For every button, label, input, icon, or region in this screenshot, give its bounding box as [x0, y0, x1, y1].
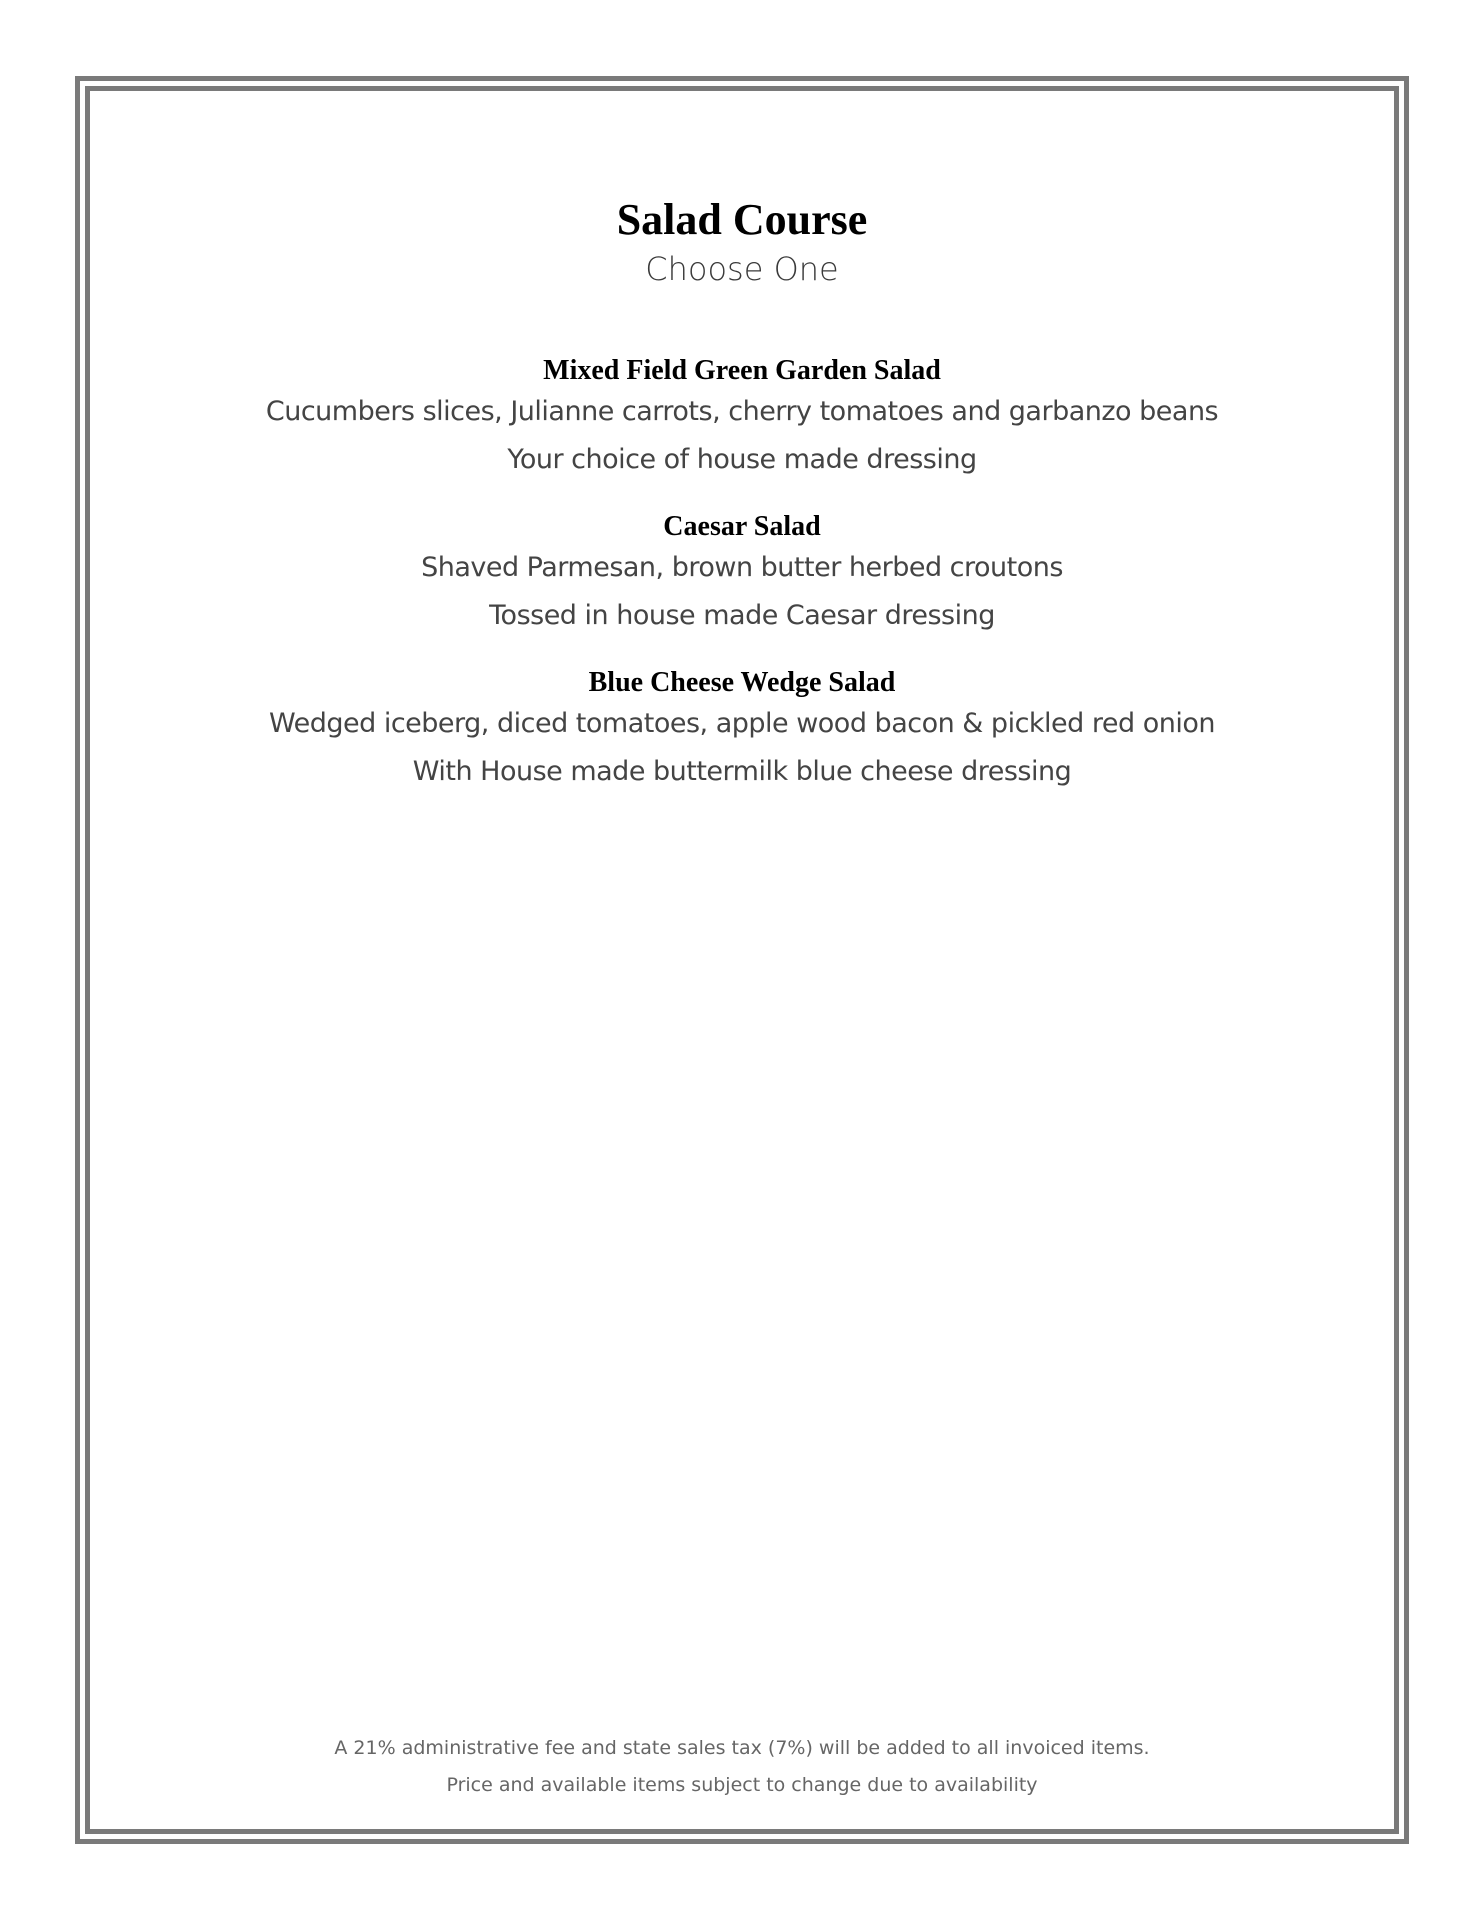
menu-item-description: With House made buttermilk blue cheese dressing [412, 756, 1072, 787]
menu-page [90, 90, 1394, 1830]
menu-item-description: Your choice of house made dressing [507, 444, 977, 475]
menu-item-description: Shaved Parmesan, brown butter herbed croutons [421, 552, 1063, 583]
menu-subtitle: Choose One [645, 250, 839, 288]
menu-item-blue-cheese-wedge [90, 666, 1394, 796]
menu-item-description: Cucumbers slices, Julianne carrots, cherry tomatoes and garbanzo beans [265, 396, 1219, 427]
footer-fee-note: A 21% administrative fee and state sales tax (7%) will be added to all invoiced items. [334, 1737, 1150, 1759]
menu-item-description: Tossed in house made Caesar dressing [489, 600, 995, 631]
menu-footer [90, 1730, 1394, 1804]
menu-item-caesar [90, 510, 1394, 640]
menu-item-name: Blue Cheese Wedge Salad [588, 667, 896, 698]
footer-availability-note: Price and available items subject to change due to availability [446, 1774, 1038, 1796]
menu-item-name: Mixed Field Green Garden Salad [543, 355, 941, 386]
menu-item-mixed-field-green [90, 354, 1394, 484]
menu-item-description: Wedged iceberg, diced tomatoes, apple wood bacon & pickled red onion [269, 708, 1215, 739]
menu-item-name: Caesar Salad [663, 511, 821, 542]
menu-title: Salad Course [616, 195, 868, 244]
